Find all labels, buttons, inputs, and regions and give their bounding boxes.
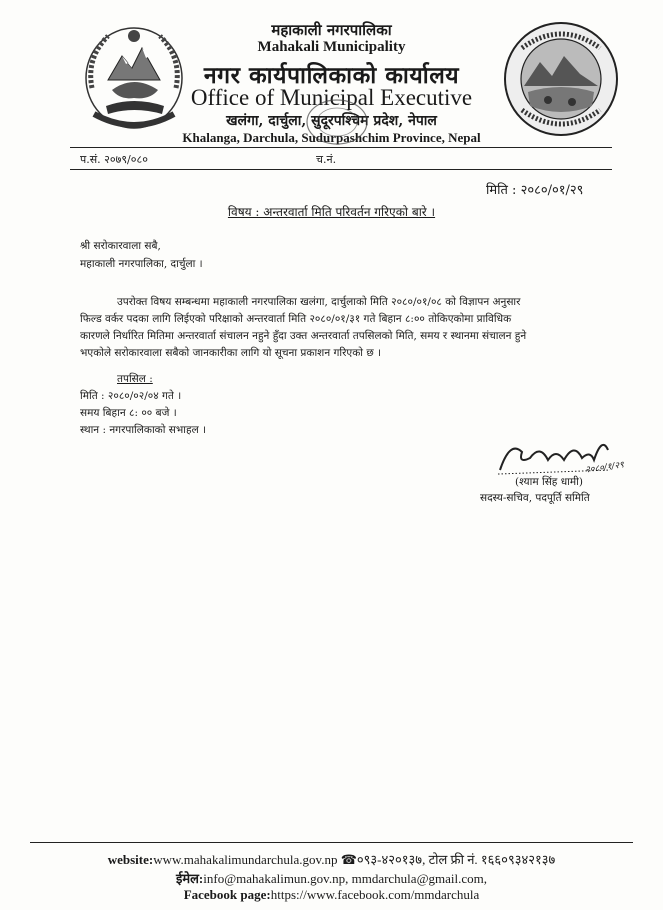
website-link[interactable]: www.mahakalimundarchula.gov.np	[153, 852, 338, 867]
schedule-time: समय बिहान ८: ०० बजे ।	[80, 407, 177, 419]
reference-divider	[70, 169, 612, 170]
municipality-name-english: Mahakali Municipality	[257, 39, 406, 55]
dispatch-number: च.नं.	[316, 153, 337, 166]
schedule-place: स्थान : नगरपालिकाको सभाहल ।	[80, 424, 207, 436]
fiscal-year: प.सं. २०७९/०८०	[80, 153, 148, 166]
address-nepali: खलंगा, दार्चुला, सुदूरपश्चिम प्रदेश, नेपाल	[226, 113, 437, 129]
phone-info: ☎०९३-४२०१३७, टोल फ्री नं. १६६०९३४२१३७	[340, 852, 556, 867]
schedule-heading: तपसिल :	[117, 373, 153, 385]
schedule-date: मिति : २०८०/०२/०४ गते ।	[80, 390, 182, 402]
address-english: Khalanga, Darchula, Sudurpashchim Province, Nepal	[182, 130, 481, 145]
recipient-line-1: श्री सरोकारवाला सबै,	[80, 240, 161, 252]
footer-facebook-line	[0, 887, 663, 903]
municipality-name-nepali: महाकाली नगरपालिका	[271, 21, 392, 39]
body-line-4: भएकोले सरोकारवाला सबैको जानकारीका लागि यो सूचना प्रकाशन गरिएको छ ।	[80, 347, 382, 359]
facebook-link[interactable]: https://www.facebook.com/mmdarchula	[270, 887, 480, 902]
facebook-label: Facebook page:	[183, 887, 271, 902]
email-label: ईमेल:	[175, 871, 204, 886]
email-link[interactable]: info@mahakalimun.gov.np, mmdarchula@gmail.com,	[203, 871, 488, 886]
office-stamp-icon	[302, 96, 372, 148]
office-name-nepali: नगर कार्यपालिकाको कार्यालय	[203, 62, 460, 89]
signature-date: २०८०/१/२९	[584, 460, 625, 476]
footer-email-line	[0, 869, 663, 887]
letter-date: मिति : २०८०/०१/२९	[486, 183, 584, 198]
body-line-1: उपरोक्त विषय सम्बन्धमा महाकाली नगरपालिका खलंगा, दार्चुलाको मिति २०८०/०१/०८ को विज्ञापन अनुसार	[117, 296, 521, 308]
signatory-name: (श्याम सिंह धामी)	[515, 476, 583, 488]
body-line-3: कारणले निर्धारित मितिमा अन्तरवार्ता संचालन नहुने हुँदा उक्त अन्तरवार्ता तपसिलको मिति, समय र स्थानमा संचालन हुने	[80, 330, 527, 342]
office-name-english: Office of Municipal Executive	[190, 85, 473, 110]
header-divider	[70, 147, 612, 148]
footer-website-line	[0, 850, 663, 868]
signatory-designation: सदस्य-सचिव, पदपूर्ति समिति	[480, 492, 590, 504]
recipient-line-2: महाकाली नगरपालिका, दार्चुला ।	[80, 258, 203, 270]
body-line-2: फिल्ड वर्कर पदका लागि लिईएको परिक्षाको अन्तरवार्ता मिति २०८०/०१/३१ गते बिहान ८:०० तोकिएकोमा प्राविधिक	[80, 313, 512, 325]
letter-subject: विषय : अन्तरवार्ता मिति परिवर्तन गरिएको बारे ।	[227, 205, 436, 219]
footer-divider	[30, 842, 633, 843]
website-label: website:	[107, 852, 154, 867]
